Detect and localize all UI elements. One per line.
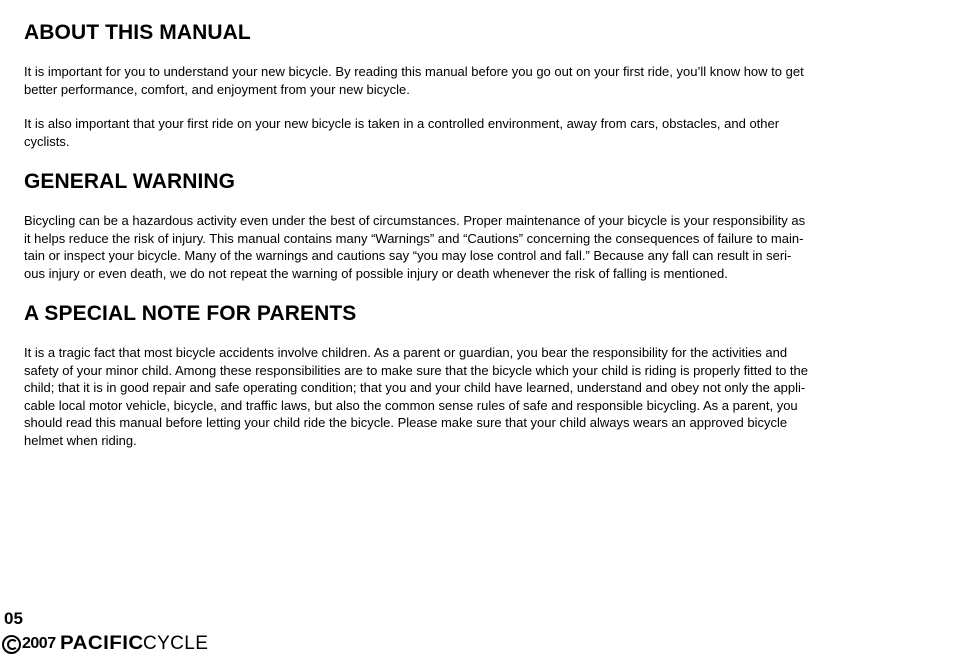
section-general-warning xyxy=(24,170,919,282)
parents-paragraph xyxy=(24,344,919,449)
footer-copyright-brand xyxy=(2,632,208,656)
text-line: ous injury or even death, we do not repeat the warning of possible injury or death whenever the risk of falling is mentioned. xyxy=(24,265,728,281)
text-line: Bicycling can be a hazardous activity even under the best of circumstances. Proper maintenance of your bicycle is your responsibility as xyxy=(24,213,806,228)
copyright-year: 2007 xyxy=(22,635,56,652)
text-line: tain or inspect your bicycle. Many of the warnings and cautions say “you may lose control and fall.” Because any fall can result in seri- xyxy=(24,248,792,263)
text-line: It is a tragic fact that most bicycle accidents involve children. As a parent or guardian, you bear the responsibility for the activities and xyxy=(24,345,788,360)
copyright-icon xyxy=(2,635,21,654)
text-line: cable local motor vehicle, bicycle, and traffic laws, but also the common sense rules of safe and responsible bicycling. As a parent, you xyxy=(24,397,798,413)
text-line: child; that it is in good repair and safe operating condition; that you and your child have learned, understand and obey not only the appli- xyxy=(24,380,806,395)
text-line: helmet when riding. xyxy=(24,432,137,448)
text-line: better performance, comfort, and enjoyment from your new bicycle. xyxy=(24,81,410,97)
heading-about-this-manual: ABOUT THIS MANUAL xyxy=(24,21,251,44)
text-line: it helps reduce the risk of injury. This manual contains many “Warnings” and “Cautions” concerning the consequences of failure to main- xyxy=(24,230,804,246)
page-number: 05 xyxy=(4,609,23,628)
section-about-this-manual xyxy=(24,21,919,150)
about-paragraph-2 xyxy=(24,115,919,150)
text-line: It is also important that your first ride on your new bicycle is taken in a controlled environment, away from cars, obstacles, and other xyxy=(24,116,780,131)
about-paragraph-1 xyxy=(24,63,919,98)
text-line: safety of your minor child. Among these responsibilities are to make sure that the bicycle which your child is riding is properly fitted to the xyxy=(24,362,808,378)
text-line: It is important for you to understand your new bicycle. By reading this manual before you go out on your first ride, you’ll know how to get xyxy=(24,64,804,79)
text-line: cyclists. xyxy=(24,133,70,149)
brand-name-light: CYCLE xyxy=(142,633,209,654)
text-line: should read this manual before letting your child ride the bicycle. Please make sure that your child always wears an approved bicycle xyxy=(24,415,788,430)
section-note-for-parents xyxy=(24,302,919,449)
heading-general-warning: GENERAL WARNING xyxy=(24,170,236,193)
heading-note-for-parents: A SPECIAL NOTE FOR PARENTS xyxy=(24,302,357,325)
warning-paragraph xyxy=(24,212,919,282)
brand-name-bold: PACIFIC xyxy=(59,633,144,654)
